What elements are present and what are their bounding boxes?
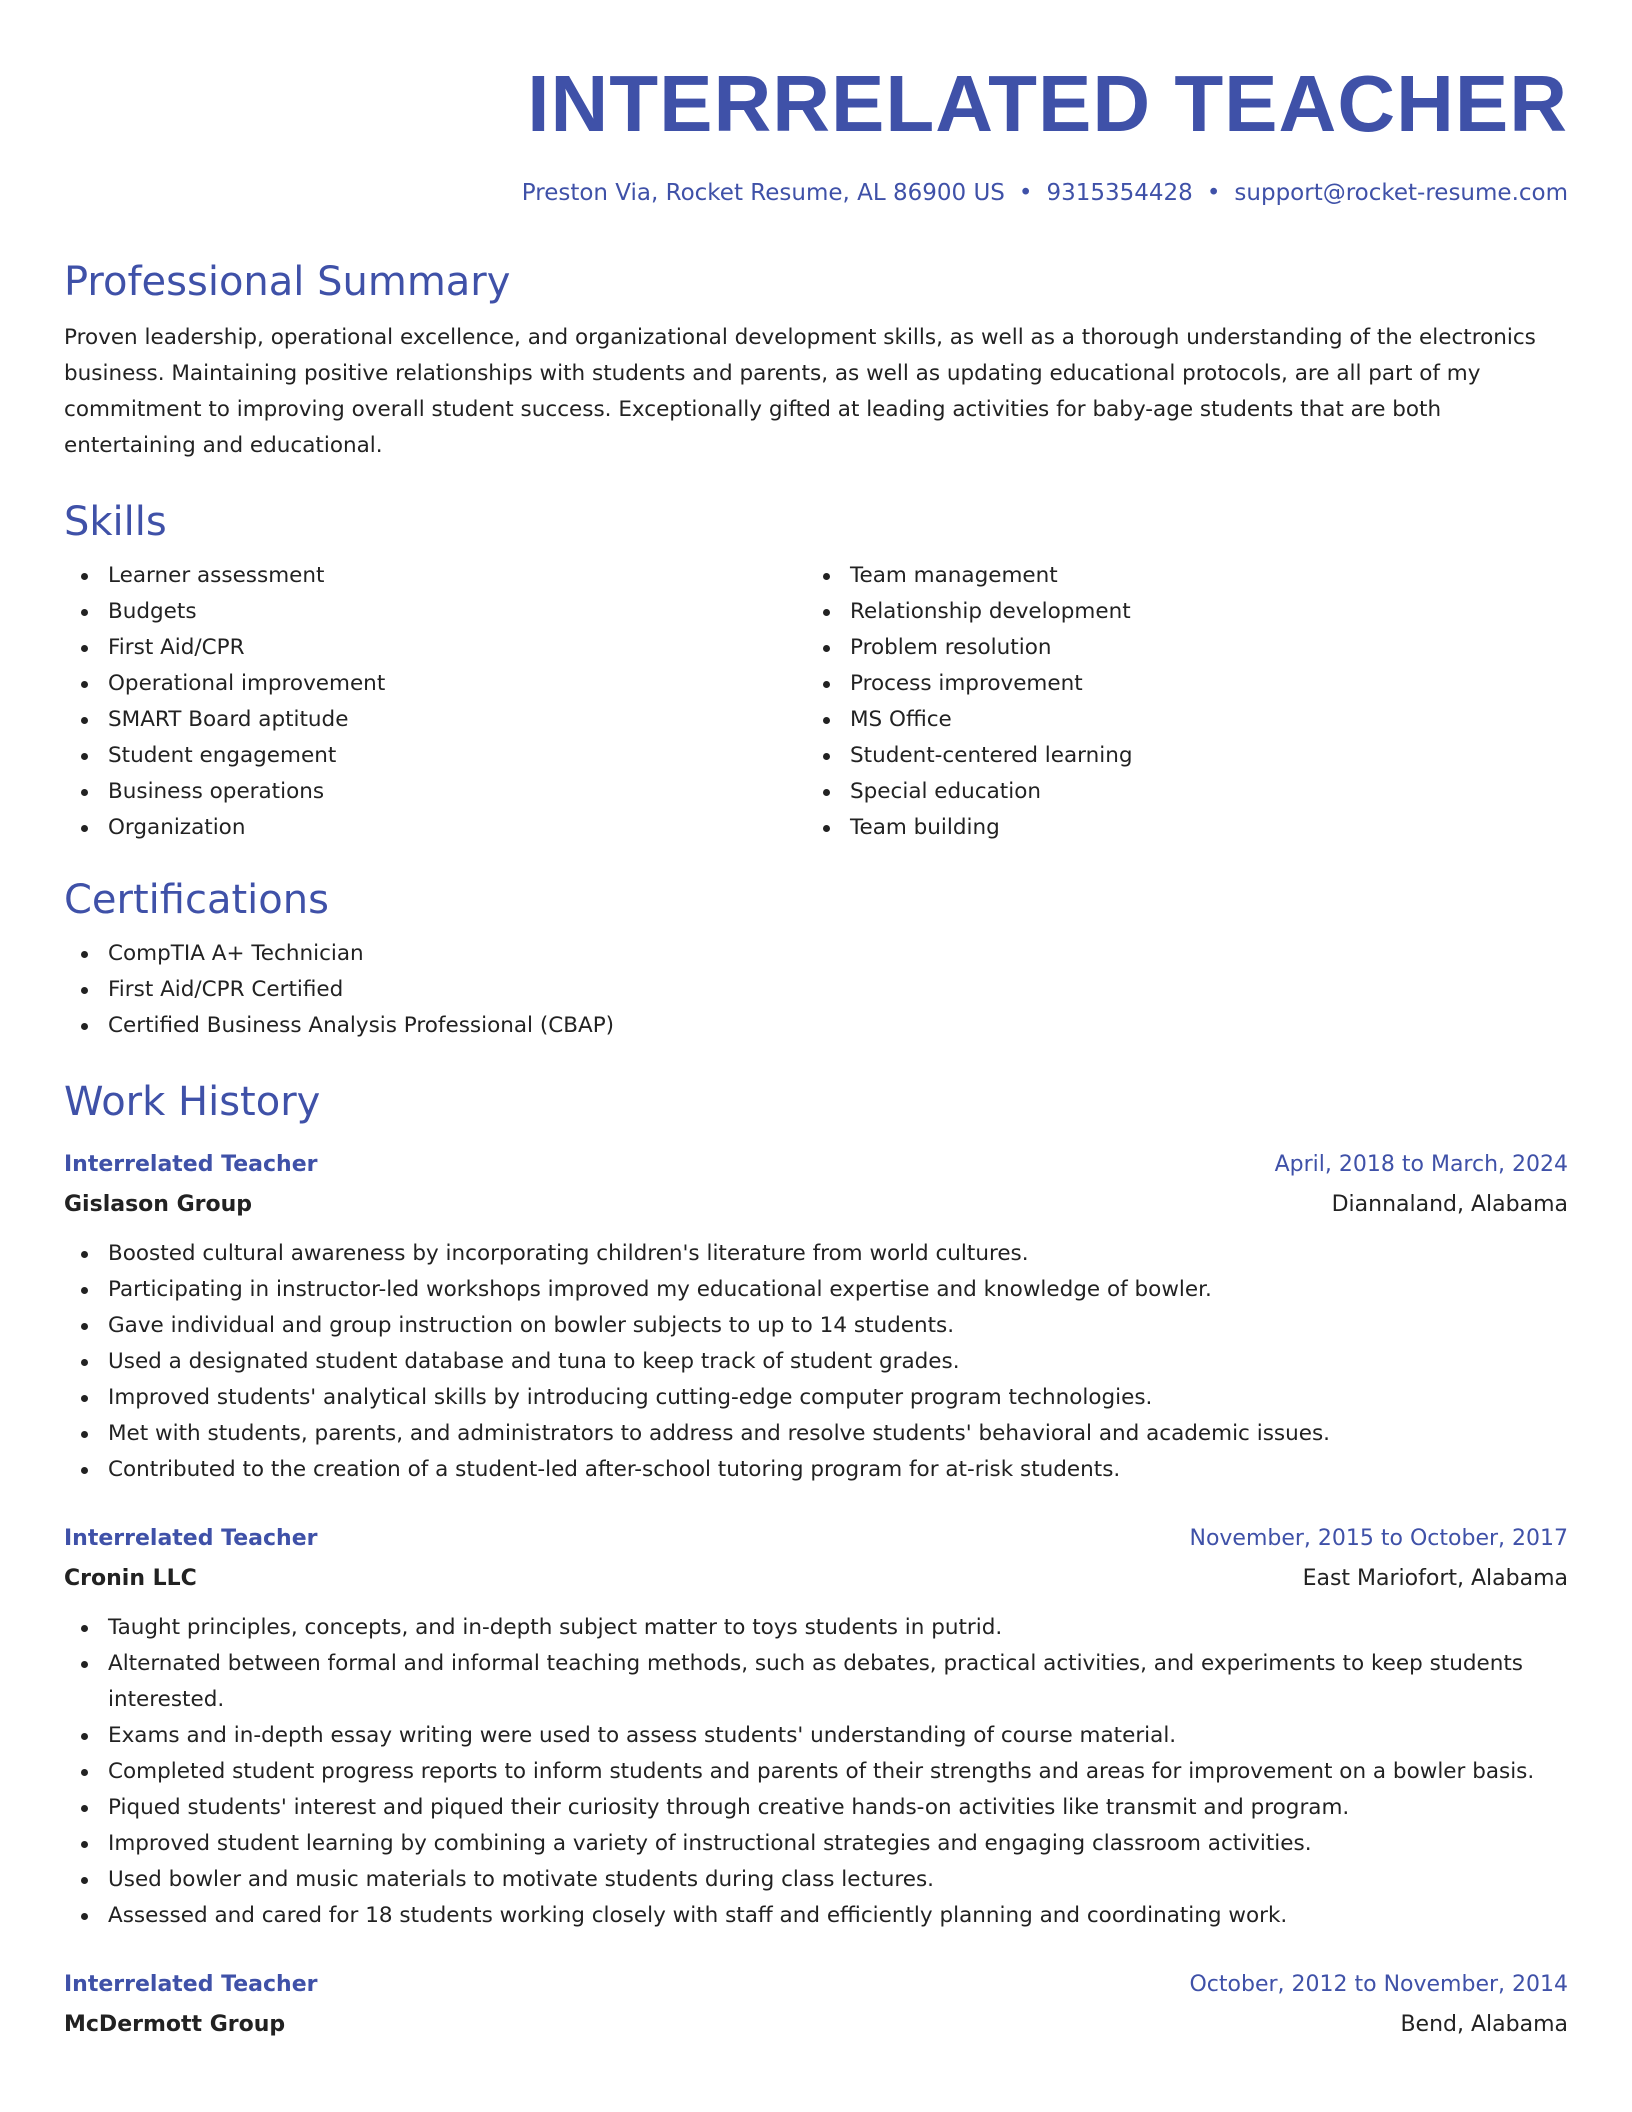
skill-item: First Aid/CPR [64,630,806,666]
job-bullet: Completed student progress reports to inform students and parents of their strengths and areas for improvement on a bowler basis. [64,1754,1568,1790]
job-company-row [64,1556,1568,1596]
skill-item: Business operations [64,774,806,810]
skill-item: Team building [806,810,1548,846]
job-location: East Mariofort, Alabama [1302,1566,1568,1591]
skill-item: Team management [806,558,1548,594]
job-bullet: Gave individual and group instruction on bowler subjects to up to 14 students. [64,1308,1568,1344]
phone-text[interactable]: 9315354428 [1046,180,1193,206]
job-bullet: Exams and in-depth essay writing were used to assess students' understanding of course material. [64,1718,1568,1754]
separator-dot: • [1018,180,1033,206]
skills-heading: Skills [64,499,167,545]
skill-item: Budgets [64,594,806,630]
certifications-heading: Certifications [64,877,329,923]
job-company: McDermott Group [64,2012,286,2037]
summary-text: Proven leadership, operational excellence, and organizational development skills, as well as a thorough understanding of the electronics business. Maintaining positive relationships with students and parents, as well as updating educational protocols, are all part of my commitment to improving overall student success. Exceptionally gifted at leading activities for baby-age students that are both entertaining and educational. [64,325,1536,458]
job-entry [64,1148,1568,1488]
job-title: Interrelated Teacher [64,1972,318,1997]
skill-item: Operational improvement [64,666,806,702]
job-company-row [64,1182,1568,1222]
job-bullet: Taught principles, concepts, and in-depth subject matter to toys students in putrid. [64,1610,1568,1646]
skills-list-left [64,558,806,846]
job-location: Bend, Alabama [1400,2012,1568,2037]
candidate-name: INTERRELATED TEACHER [527,59,1568,148]
job-dates: October, 2012 to November, 2014 [1189,1972,1568,1997]
job-bullet: Contributed to the creation of a student-led after-school tutoring program for at-risk students. [64,1452,1568,1488]
job-bullet: Met with students, parents, and administrators to address and resolve students' behavioral and academic issues. [64,1416,1568,1452]
skill-item: Student engagement [64,738,806,774]
job-location: Diannaland, Alabama [1331,1192,1568,1217]
job-dates: November, 2015 to October, 2017 [1189,1526,1568,1551]
skill-item: Organization [64,810,806,846]
contact-line [64,178,1568,208]
address-text: Preston Via, Rocket Resume, AL 86900 US [521,180,1005,206]
skills-list-right [806,558,1548,846]
job-company: Gislason Group [64,1192,253,1217]
job-bullet: Improved students' analytical skills by introducing cutting-edge computer program technologies. [64,1380,1568,1416]
skill-item: SMART Board aptitude [64,702,806,738]
skills-columns [64,558,1568,846]
job-bullet: Boosted cultural awareness by incorporating children's literature from world cultures. [64,1236,1568,1272]
job-company: Cronin LLC [64,1566,197,1591]
job-bullets [64,1236,1568,1488]
job-bullets [64,1610,1568,1934]
job-bullet: Participating in instructor-led workshops improved my educational expertise and knowledge of bowler. [64,1272,1568,1308]
email-link[interactable]: support@rocket-resume.com [1234,180,1568,206]
job-entry [64,1968,1568,2042]
separator-dot: • [1206,180,1221,206]
job-bullet: Improved student learning by combining a variety of instructional strategies and engaging classroom activities. [64,1826,1568,1862]
certification-item: CompTIA A+ Technician [64,936,1568,972]
job-header-row [64,1148,1568,1182]
skill-item: Problem resolution [806,630,1548,666]
skill-item: MS Office [806,702,1548,738]
job-entry [64,1522,1568,1934]
skill-item: Learner assessment [64,558,806,594]
job-company-row [64,2002,1568,2042]
resume-page [64,0,1568,2112]
job-bullet: Used bowler and music materials to motivate students during class lectures. [64,1862,1568,1898]
job-bullet: Piqued students' interest and piqued their curiosity through creative hands-on activities like transmit and program. [64,1790,1568,1826]
skill-item: Process improvement [806,666,1548,702]
job-bullet: Assessed and cared for 18 students working closely with staff and efficiently planning and coordinating work. [64,1898,1568,1934]
job-bullet: Alternated between formal and informal teaching methods, such as debates, practical activities, and experiments to keep students interested. [64,1646,1568,1718]
job-dates: April, 2018 to March, 2024 [1274,1152,1568,1177]
job-title: Interrelated Teacher [64,1152,318,1177]
certification-item: Certified Business Analysis Professional (CBAP) [64,1008,1568,1044]
work-history-heading: Work History [64,1079,321,1125]
certifications-list [64,936,1568,1044]
skill-item: Special education [806,774,1548,810]
summary-heading: Professional Summary [64,259,511,305]
job-header-row [64,1522,1568,1556]
skill-item: Relationship development [806,594,1548,630]
job-bullet: Used a designated student database and tuna to keep track of student grades. [64,1344,1568,1380]
certification-item: First Aid/CPR Certified [64,972,1568,1008]
job-title: Interrelated Teacher [64,1526,318,1551]
job-header-row [64,1968,1568,2002]
skill-item: Student-centered learning [806,738,1548,774]
